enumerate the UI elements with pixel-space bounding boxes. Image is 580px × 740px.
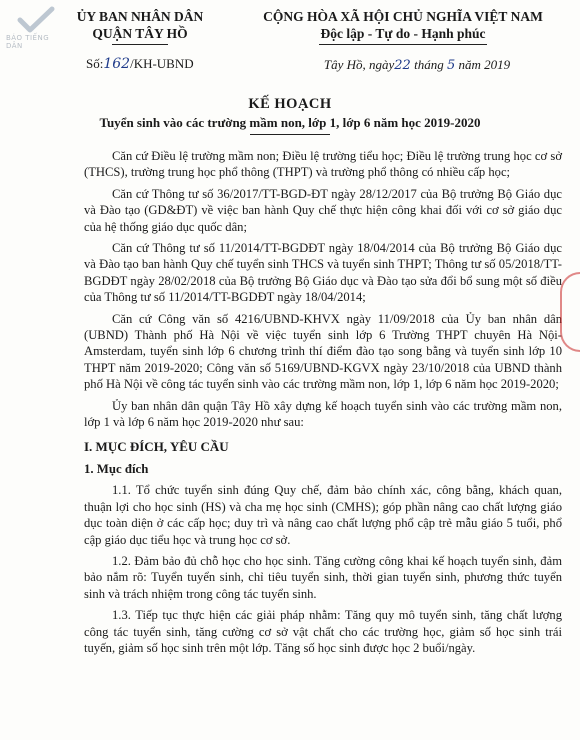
document-subtitle: Tuyển sinh vào các trường mầm non, lớp 1, lớp 6 năm học 2019-2020 bbox=[99, 115, 481, 130]
paragraph-legal-basis-3: Căn cứ Thông tư số 11/2014/TT-BGDĐT ngày 18/04/2014 của Bộ trưởng Bộ Giáo dục và Đào tạo ban hành Quy chế tuyển sinh THCS và tuyển sinh THPT; Thông tư số 05/2018/TT-BGDĐT ngày 28/02/2018 của Bộ trưởng Bộ Giáo dục và Đào tạo sửa đổi bổ sung một số điều của Thông tư số 11/2014/TT-BGDĐT ngày 18/04/2014; bbox=[84, 241, 562, 305]
document-body bbox=[84, 148, 562, 661]
paragraph-intro: Ủy ban nhân dân quận Tây Hồ xây dựng kế hoạch tuyển sinh vào các trường mầm non, lớp 1 và lớp 6 năm học 2019-2020 như sau: bbox=[84, 398, 562, 430]
paragraph-1-1: 1.1. Tổ chức tuyển sinh đúng Quy chế, đảm bảo chính xác, công bằng, khách quan, thuận lợi cho học sinh (HS) và cha mẹ học sinh (CMHS); góp phần nâng cao chất lượng giáo dục toàn diện ở các cấp học; duy trì và nâng cao chất lượng phổ cập trẻ mẫu giáo 5 tuổi, phổ cập giáo dục tiểu học và trung học cơ sở. bbox=[84, 483, 562, 547]
date-month-label: tháng bbox=[414, 57, 444, 72]
authority-line-1: ỦY BAN NHÂN DÂN bbox=[76, 9, 204, 24]
newspaper-logo-watermark bbox=[6, 6, 66, 50]
authority-underline bbox=[112, 44, 168, 45]
doc-number-prefix: Số: bbox=[86, 56, 104, 71]
check-logo-icon bbox=[16, 6, 56, 34]
authority-line-2: QUẬN TÂY HỒ bbox=[92, 26, 188, 41]
issuing-authority bbox=[60, 8, 220, 45]
red-seal-stamp-edge bbox=[560, 272, 580, 352]
national-motto bbox=[232, 8, 574, 45]
doc-number-suffix: /KH-UBND bbox=[130, 56, 194, 71]
date-month-handwritten: 5 bbox=[446, 58, 456, 73]
paragraph-1-3: 1.3. Tiếp tục thực hiện các giải pháp nhằm: Tăng quy mô tuyển sinh, tăng chất lượng công tác tuyển sinh, tăng cường cơ sở vật chất cho các trường học, giảm số học sinh trái tuyến, giảm số học sinh trên một lớp. Tăng số học sinh được học 2 buổi/ngày. bbox=[84, 608, 562, 655]
date-day-handwritten: 22 bbox=[394, 58, 411, 73]
paragraph-legal-basis-2: Căn cứ Thông tư số 36/2017/TT-BGD-ĐT ngày 28/12/2017 của Bộ trưởng Bộ Giáo dục và Đào tạo (GD&ĐT) về việc ban hành Quy chế thực hiện công khai đối với cơ sở giáo dục của hệ thống giáo dục quốc dân; bbox=[84, 186, 562, 234]
document-number bbox=[86, 56, 194, 72]
watermark-text: BÁO TIẾNG DÂN bbox=[6, 34, 50, 50]
subtitle-underline bbox=[250, 134, 330, 135]
subsection-heading-purpose: 1. Mục đích bbox=[84, 461, 149, 476]
date-year: năm 2019 bbox=[458, 57, 511, 72]
document-title: KẾ HOẠCH bbox=[248, 96, 332, 112]
doc-number-handwritten: 162 bbox=[103, 56, 131, 72]
document-date bbox=[262, 57, 572, 73]
paragraph-legal-basis-4: Căn cứ Công văn số 4216/UBND-KHVX ngày 11/09/2018 của Ủy ban nhân dân (UBND) Thành phố Hà Nội về việc tuyển sinh lớp 6 Trường THPT chuyên Hà Nội-Amsterdam, tuyển sinh lớp 6 chương trình thí điểm đào tạo song bằng và tuyển sinh lớp 10 THPT năm 2019-2020; Công văn số 5169/UBND-KGVX ngày 23/10/2018 của UBND thành phố Hà Nội về công tác tuyển sinh vào các trường mầm non, lớp 1, lớp 6 năm học 2019-2020; bbox=[84, 311, 562, 392]
date-place: Tây Hồ, ngày bbox=[323, 57, 395, 72]
section-heading-1: I. MỤC ĐÍCH, YÊU CẦU bbox=[84, 438, 229, 454]
motto-line: Độc lập - Tự do - Hạnh phúc bbox=[320, 26, 486, 41]
country-name: CỘNG HÒA XÃ HỘI CHỦ NGHĨA VIỆT NAM bbox=[263, 9, 543, 24]
paragraph-legal-basis-1: Căn cứ Điều lệ trường mầm non; Điều lệ trường tiểu học; Điều lệ trường trung học cơ sở (THCS), trường trung học phổ thông (THPT) và trường phổ thông có nhiều cấp học; bbox=[84, 149, 562, 180]
motto-underline bbox=[319, 44, 487, 45]
paragraph-1-2: 1.2. Đảm bảo đủ chỗ học cho học sinh. Tăng cường công khai kế hoạch tuyển sinh, đảm bảo nắm rõ: Tuyển tuyển sinh, chỉ tiêu tuyển sinh, thời gian tuyển sinh, phương thức tuyển sinh và trách nhiệm trong công tác tuyển sinh. bbox=[84, 553, 562, 601]
